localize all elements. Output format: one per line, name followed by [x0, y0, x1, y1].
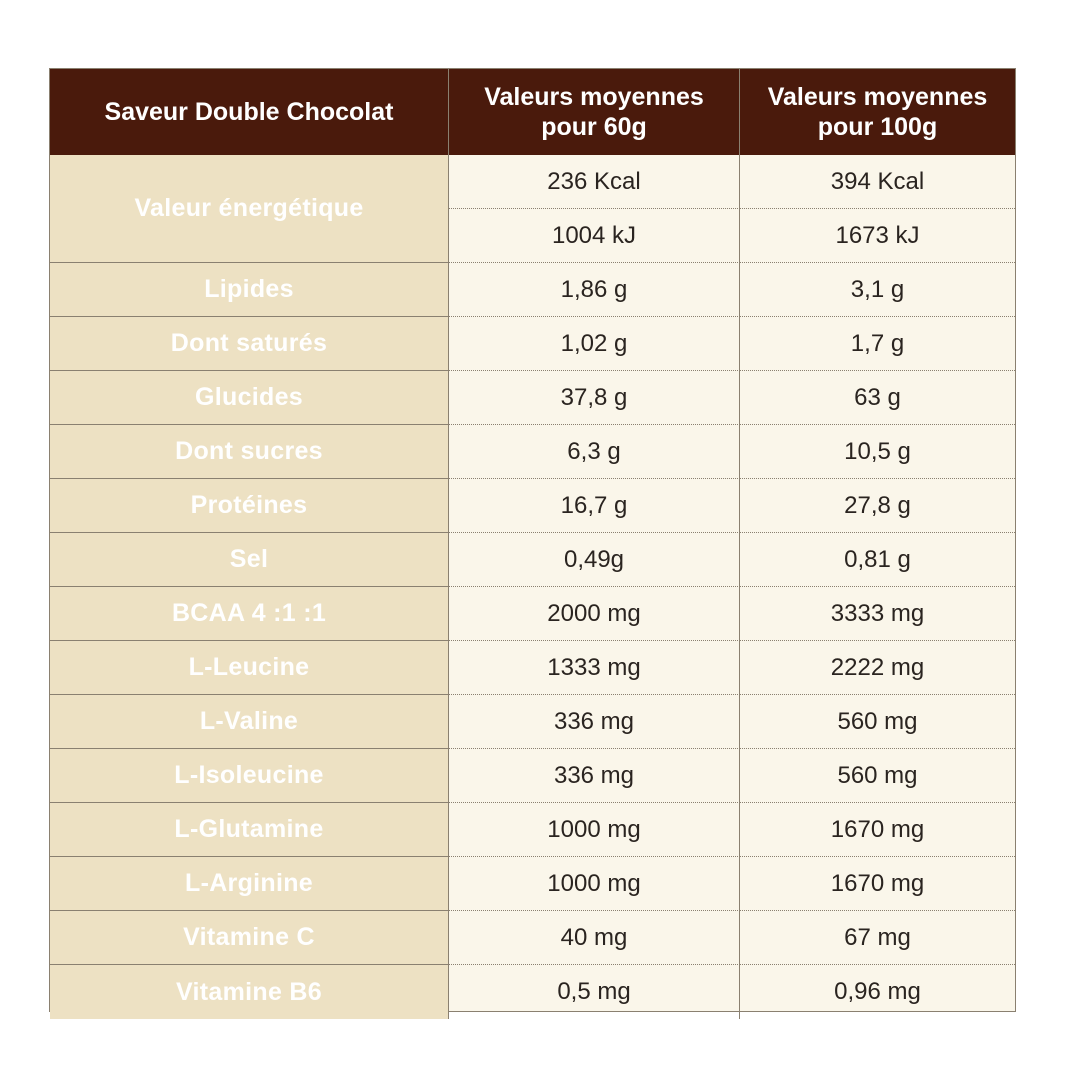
value-per-60g: 1333 mg [449, 641, 740, 695]
value-per-60g: 1000 mg [449, 803, 740, 857]
row-label: Vitamine C [50, 911, 449, 965]
row-label: Glucides [50, 371, 449, 425]
row-label: Protéines [50, 479, 449, 533]
value-per-60g: 1004 kJ [449, 209, 740, 263]
value-per-60g: 1,02 g [449, 317, 740, 371]
header-per-100g-line1: Valeurs moyennes [767, 83, 988, 111]
value-per-100g: 67 mg [740, 911, 1015, 965]
value-per-100g: 1670 mg [740, 803, 1015, 857]
row-label: L-Isoleucine [50, 749, 449, 803]
row-label: Lipides [50, 263, 449, 317]
value-per-60g: 1,86 g [449, 263, 740, 317]
value-per-100g: 560 mg [740, 695, 1015, 749]
row-label: Dont sucres [50, 425, 449, 479]
value-per-60g: 236 Kcal [449, 155, 740, 209]
header-per-100g [740, 69, 1015, 155]
row-label: L-Valine [50, 695, 449, 749]
value-per-100g: 3333 mg [740, 587, 1015, 641]
value-per-100g: 3,1 g [740, 263, 1015, 317]
header-per-60g-line2: pour 60g [541, 113, 647, 141]
table-header [50, 69, 1015, 155]
value-per-100g: 1,7 g [740, 317, 1015, 371]
value-per-60g: 16,7 g [449, 479, 740, 533]
value-per-60g: 336 mg [449, 749, 740, 803]
value-per-60g: 336 mg [449, 695, 740, 749]
value-per-60g: 0,5 mg [449, 965, 740, 1019]
nutrition-table [49, 68, 1016, 1012]
row-label: L-Arginine [50, 857, 449, 911]
value-per-100g: 2222 mg [740, 641, 1015, 695]
header-per-60g [449, 69, 740, 155]
value-per-60g: 2000 mg [449, 587, 740, 641]
value-per-60g: 37,8 g [449, 371, 740, 425]
row-label: Vitamine B6 [50, 965, 449, 1019]
value-per-100g: 394 Kcal [740, 155, 1015, 209]
row-label: L-Glutamine [50, 803, 449, 857]
header-per-60g-line1: Valeurs moyennes [484, 83, 704, 111]
value-per-100g: 0,81 g [740, 533, 1015, 587]
row-label: Sel [50, 533, 449, 587]
row-label: L-Leucine [50, 641, 449, 695]
row-label: Valeur énergétique [50, 155, 449, 263]
row-label: Dont saturés [50, 317, 449, 371]
value-per-60g: 6,3 g [449, 425, 740, 479]
value-per-100g: 1670 mg [740, 857, 1015, 911]
value-per-100g: 1673 kJ [740, 209, 1015, 263]
value-per-100g: 10,5 g [740, 425, 1015, 479]
value-per-100g: 0,96 mg [834, 978, 921, 1005]
value-per-100g: 27,8 g [740, 479, 1015, 533]
value-per-100g: 63 g [740, 371, 1015, 425]
value-per-60g: 40 mg [449, 911, 740, 965]
value-per-60g: 1000 mg [449, 857, 740, 911]
row-label: BCAA 4 :1 :1 [50, 587, 449, 641]
header-flavor [50, 69, 449, 155]
header-flavor-label: Saveur Double Chocolat [104, 98, 394, 126]
header-per-100g-line2: pour 100g [817, 113, 938, 141]
value-per-60g: 0,49g [449, 533, 740, 587]
value-per-100g: 560 mg [740, 749, 1015, 803]
